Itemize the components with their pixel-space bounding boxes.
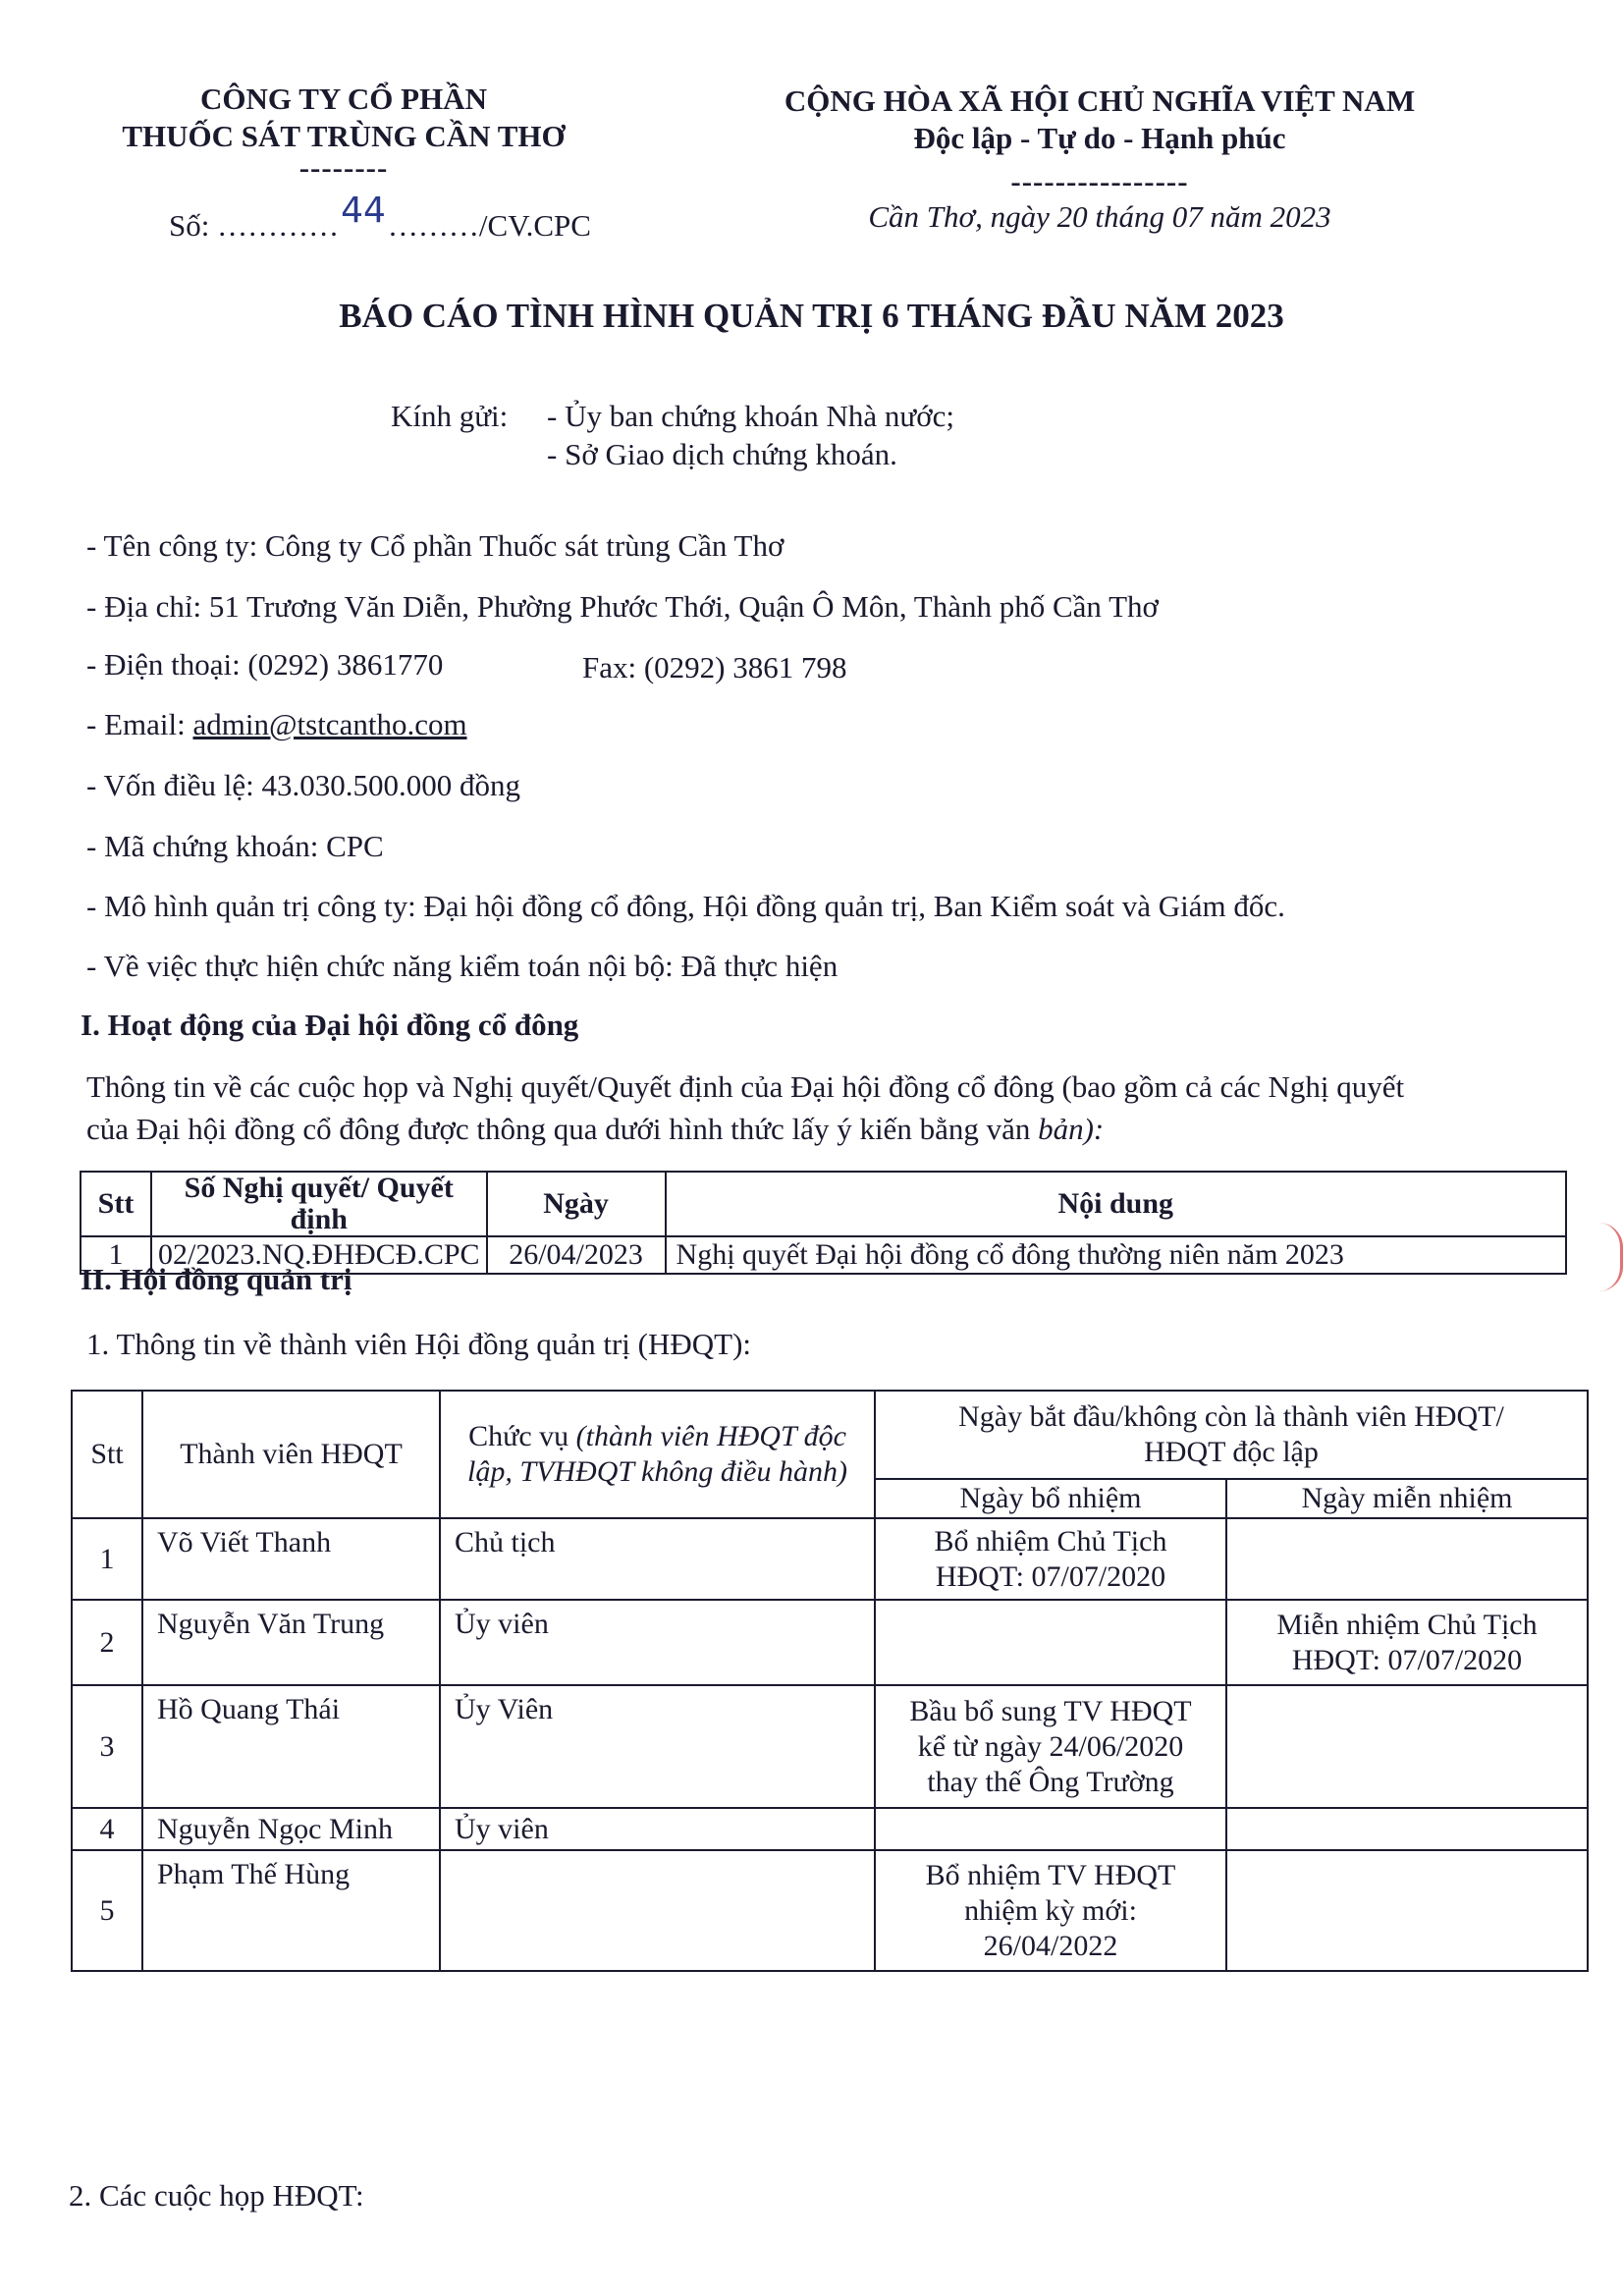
company-address: - Địa chỉ: 51 Trương Văn Diễn, Phường Phước Thới, Quận Ô Môn, Thành phố Cần Thơ: [86, 589, 1159, 624]
section-2-subheading-2: 2. Các cuộc họp HĐQT:: [69, 2178, 364, 2213]
table-row: [72, 1850, 1588, 1971]
shareholder-resolutions-table: [80, 1171, 1567, 1275]
section-2-heading: II. Hội đồng quản trị: [81, 1262, 352, 1296]
document-title: BÁO CÁO TÌNH HÌNH QUẢN TRỊ 6 THÁNG ĐẦU NĂM 2023: [339, 297, 1284, 335]
col-header-content: Nội dung: [666, 1172, 1566, 1236]
email-label: - Email:: [86, 707, 193, 741]
cell-stt: 3: [72, 1685, 142, 1808]
issuer-name-line1: CÔNG TY CỔ PHẦN: [200, 82, 487, 116]
col-header-appoint-date: Ngày bổ nhiệm: [875, 1479, 1226, 1518]
seal-edge-mark: [1598, 1223, 1623, 1291]
table-row: [72, 1600, 1588, 1685]
section-1-heading: I. Hoạt động của Đại hội đồng cổ đông: [81, 1008, 579, 1042]
cell-position: Ủy Viên: [440, 1685, 875, 1808]
table-header-row: [81, 1172, 1566, 1236]
section-1-intro-line2: của Đại hội đồng cổ đông được thông qua dưới hình thức lấy ý kiến bằng văn bản):: [86, 1112, 1105, 1146]
cell-stt: 5: [72, 1850, 142, 1971]
table-row: [72, 1685, 1588, 1808]
cell-position: Ủy viên: [440, 1600, 875, 1685]
issuer-divider: --------: [298, 150, 389, 185]
table-row: [72, 1808, 1588, 1850]
national-motto-block: [609, 82, 1591, 236]
cell-member-name: Võ Viết Thanh: [142, 1518, 440, 1600]
nation-name: CỘNG HÒA XÃ HỘI CHỦ NGHĨA VIỆT NAM: [784, 83, 1416, 118]
recipients-label: Kính gửi:: [391, 399, 509, 433]
recipient-1: - Ủy ban chứng khoán Nhà nước;: [547, 399, 955, 433]
charter-capital: - Vốn điều lệ: 43.030.500.000 đồng: [86, 768, 521, 802]
nation-divider: ----------------: [1010, 164, 1189, 198]
cell-member-name: Nguyễn Ngọc Minh: [142, 1808, 440, 1850]
cell-member-name: Nguyễn Văn Trung: [142, 1600, 440, 1685]
cell-position: Ủy viên: [440, 1808, 875, 1850]
company-email: [86, 706, 467, 743]
cell-member-name: Hồ Quang Thái: [142, 1685, 440, 1808]
col-header-stt: Stt: [81, 1172, 151, 1236]
nation-motto: Độc lập - Tự do - Hạnh phúc: [913, 121, 1286, 155]
cell-content: Nghị quyết Đại hội đồng cổ đông thường niên năm 2023: [666, 1236, 1566, 1274]
cell-appoint: Bổ nhiệm Chủ Tịch HĐQT: 07/07/2020: [875, 1518, 1226, 1600]
cell-dismiss: [1226, 1808, 1588, 1850]
company-name: - Tên công ty: Công ty Cổ phần Thuốc sát trùng Cần Thơ: [86, 528, 784, 563]
internal-audit: - Về việc thực hiện chức năng kiểm toán nội bộ: Đã thực hiện: [86, 949, 839, 983]
cell-resolution-no: 02/2023.NQ.ĐHĐCĐ.CPC: [151, 1236, 487, 1274]
place-date: Cần Thơ, ngày 20 tháng 07 năm 2023: [868, 199, 1331, 234]
board-members-table: [71, 1390, 1589, 1972]
governance-model: - Mô hình quản trị công ty: Đại hội đồng cổ đông, Hội đồng quản trị, Ban Kiểm soát và Giám đốc.: [86, 889, 1285, 923]
cell-appoint: Bổ nhiệm TV HĐQT nhiệm kỳ mới: 26/04/2022: [875, 1850, 1226, 1971]
cell-stt: 1: [72, 1518, 142, 1600]
cell-stt: 2: [72, 1600, 142, 1685]
cell-position: [440, 1850, 875, 1971]
cell-stt: 1: [81, 1236, 151, 1274]
col-header-stt: Stt: [72, 1391, 142, 1518]
cell-dismiss: [1226, 1518, 1588, 1600]
company-phone: - Điện thoại: (0292) 3861770: [86, 647, 444, 682]
cell-stt: 4: [72, 1808, 142, 1850]
cell-appoint: [875, 1600, 1226, 1685]
document-number: Số: …………44………/CV.CPC: [169, 191, 591, 243]
issuer-block: [93, 81, 594, 185]
cell-appoint: [875, 1808, 1226, 1850]
col-header-resolution-no: Số Nghị quyết/ Quyết định: [151, 1172, 487, 1236]
section-1-intro-line1: Thông tin về các cuộc họp và Nghị quyết/Quyết định của Đại hội đồng cổ đông (bao gồm cả các Nghị quyết: [86, 1069, 1405, 1104]
col-header-date: Ngày: [487, 1172, 666, 1236]
cell-appoint: Bầu bổ sung TV HĐQT kể từ ngày 24/06/2020 thay thế Ông Trường: [875, 1685, 1226, 1808]
document-number-handwritten: 44: [341, 191, 386, 231]
cell-date: 26/04/2023: [487, 1236, 666, 1274]
table-header-row: [72, 1391, 1588, 1479]
email-link[interactable]: admin@tstcantho.com: [192, 707, 467, 741]
document-number-suffix: /CV.CPC: [478, 208, 591, 243]
col-header-member: Thành viên HĐQT: [142, 1391, 440, 1518]
company-fax: Fax: (0292) 3861 798: [582, 650, 847, 684]
section-2-subheading-1: 1. Thông tin về thành viên Hội đồng quản trị (HĐQT):: [86, 1327, 752, 1361]
table-row: [72, 1518, 1588, 1600]
stock-code: - Mã chứng khoán: CPC: [86, 829, 384, 863]
cell-dismiss: [1226, 1850, 1588, 1971]
col-header-dismiss-date: Ngày miễn nhiệm: [1226, 1479, 1588, 1518]
document-number-prefix: Số:: [169, 208, 218, 243]
cell-position: Chủ tịch: [440, 1518, 875, 1600]
issuer-name-line2: THUỐC SÁT TRÙNG CẦN THƠ: [122, 119, 566, 153]
col-header-position: Chức vụ (thành viên HĐQT độc lập, TVHĐQT không điều hành): [440, 1391, 875, 1518]
cell-dismiss: Miễn nhiệm Chủ Tịch HĐQT: 07/07/2020: [1226, 1600, 1588, 1685]
col-header-dates: Ngày bắt đầu/không còn là thành viên HĐQT/ HĐQT độc lập: [875, 1391, 1588, 1479]
recipient-2: - Sở Giao dịch chứng khoán.: [547, 437, 897, 471]
cell-member-name: Phạm Thế Hùng: [142, 1850, 440, 1971]
cell-dismiss: [1226, 1685, 1588, 1808]
